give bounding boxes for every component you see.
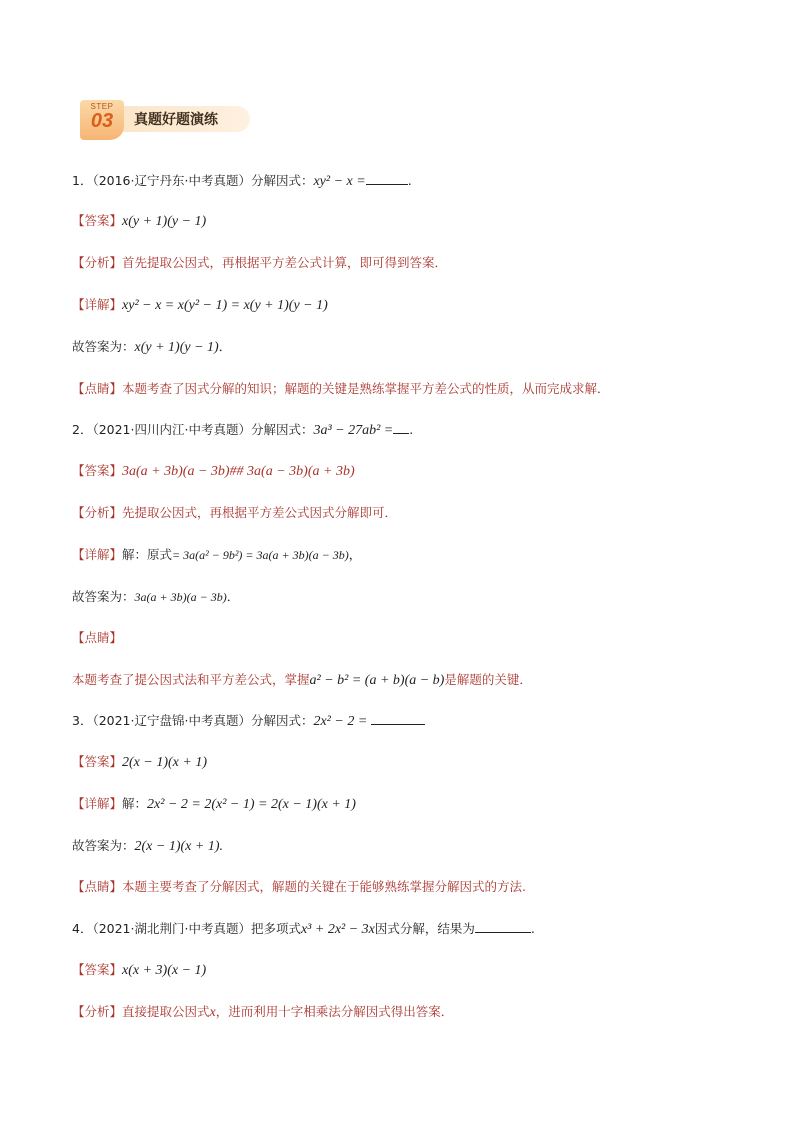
detail-label: 【详解】 xyxy=(72,796,123,811)
analysis-label: 【分析】 xyxy=(72,255,123,270)
question-text: 3．（2021·辽宁盘锦·中考真题）分解因式： xyxy=(72,713,314,728)
comment-label: 【点睛】 xyxy=(72,630,123,645)
math-expression: x³ + 2x² − 3x xyxy=(300,922,375,937)
answer-label: 【答案】 xyxy=(72,962,123,977)
comment-text: 本题主要考查了分解因式，解题的关键在于能够熟练掌握分解因式的方法. xyxy=(122,879,526,894)
detail-math: xy² − x = x(y² − 1) = x(y + 1)(y − 1) xyxy=(122,298,328,313)
section-banner xyxy=(80,100,252,140)
question-3-stem xyxy=(72,712,425,731)
step-label: STEP xyxy=(90,102,114,111)
question-1-stem xyxy=(72,172,412,191)
question-text: . xyxy=(407,173,412,188)
question-4-analysis xyxy=(72,1003,453,1022)
comment-text: 本题考查了因式分解的知识；解题的关键是熟练掌握平方差公式的性质，从而完成求解． xyxy=(122,381,610,396)
question-1-comment xyxy=(72,380,610,398)
section-title: 真题好题演练 xyxy=(134,112,218,128)
conclusion-math: 3a(a + 3b)(a − 3b) xyxy=(134,590,227,604)
answer-math: x(y + 1)(y − 1) xyxy=(122,214,207,229)
comment-text: 本题考查了提公因式法和平方差公式，掌握 xyxy=(72,672,310,687)
analysis-text: 先提取公因式，再根据平方差公式因式分解即可． xyxy=(122,505,398,520)
math-expression: 2x² − 2 = xyxy=(313,714,368,729)
detail-text: ， xyxy=(348,547,362,562)
comment-text: 是解题的关键． xyxy=(444,672,532,687)
math-expression: 3a³ − 27ab² = xyxy=(313,423,394,438)
question-3-conclusion xyxy=(72,837,223,856)
conclusion-math: 2(x − 1)(x + 1). xyxy=(134,839,223,854)
question-3-detail xyxy=(72,795,356,814)
answer-label: 【答案】 xyxy=(72,754,123,769)
analysis-text: ，进而利用十字相乘法分解因式得出答案． xyxy=(215,1004,454,1019)
math-expression: xy² − x = xyxy=(313,174,366,189)
question-1-analysis xyxy=(72,254,447,272)
answer-math: 2(x − 1)(x + 1) xyxy=(122,755,207,770)
question-3-comment xyxy=(72,878,526,896)
conclusion-label: 故答案为： xyxy=(72,339,135,354)
comment-math: a² − b² = (a + b)(a − b) xyxy=(309,673,445,688)
question-text: 2．（2021·四川内江·中考真题）分解因式： xyxy=(72,422,314,437)
detail-label: 【详解】 xyxy=(72,547,123,562)
question-text: 因式分解，结果为 xyxy=(374,921,475,936)
question-4-answer xyxy=(72,961,206,980)
question-2-analysis xyxy=(72,504,397,522)
question-2-answer xyxy=(72,462,355,481)
analysis-label: 【分析】 xyxy=(72,1004,123,1019)
detail-label: 【详解】 xyxy=(72,297,123,312)
question-2-comment xyxy=(72,671,532,690)
conclusion-label: 故答案为： xyxy=(72,589,135,604)
detail-math: 2x² − 2 = 2(x² − 1) = 2(x − 1)(x + 1) xyxy=(147,797,356,812)
question-1-conclusion xyxy=(72,338,231,357)
answer-math: 3a(a + 3b)(a − 3b)## 3a(a − 3b)(a + 3b) xyxy=(122,464,355,479)
analysis-text: 首先提取公因式，再根据平方差公式计算，即可得到答案． xyxy=(122,255,448,270)
question-3-answer xyxy=(72,753,207,772)
analysis-text: 直接提取公因式 xyxy=(122,1004,210,1019)
answer-label: 【答案】 xyxy=(72,213,123,228)
answer-blank xyxy=(366,172,408,185)
detail-text: 解： xyxy=(122,796,148,811)
step-badge xyxy=(80,100,124,140)
question-text: . xyxy=(530,921,535,936)
answer-blank xyxy=(371,712,425,725)
analysis-label: 【分析】 xyxy=(72,505,123,520)
detail-math: = 3a(a² − 9b²) = 3a(a + 3b)(a − 3b) xyxy=(172,548,349,562)
answer-label: 【答案】 xyxy=(72,463,123,478)
analysis-math: x xyxy=(209,1005,216,1020)
question-2-detail xyxy=(72,546,361,564)
answer-blank xyxy=(393,421,409,434)
question-2-stem xyxy=(72,421,413,440)
question-2-comment-label xyxy=(72,629,122,647)
conclusion-label: 故答案为： xyxy=(72,838,135,853)
detail-text: 解：原式 xyxy=(122,547,173,562)
question-text: 1．（2016·辽宁丹东·中考真题）分解因式： xyxy=(72,173,314,188)
answer-blank xyxy=(475,920,531,933)
question-2-conclusion xyxy=(72,588,239,606)
answer-math: x(x + 3)(x − 1) xyxy=(122,963,207,978)
question-1-detail xyxy=(72,296,328,315)
conclusion-math: x(y + 1)(y − 1) xyxy=(134,340,219,355)
comment-label: 【点睛】 xyxy=(72,381,123,396)
question-text: 4．（2021·湖北荆门·中考真题）把多项式 xyxy=(72,921,301,936)
question-4-stem xyxy=(72,920,535,939)
question-1-answer xyxy=(72,212,206,231)
conclusion-text: ． xyxy=(218,339,232,354)
comment-label: 【点睛】 xyxy=(72,879,123,894)
conclusion-text: ． xyxy=(226,589,240,604)
question-text: . xyxy=(409,422,414,437)
step-number: 03 xyxy=(90,110,114,132)
